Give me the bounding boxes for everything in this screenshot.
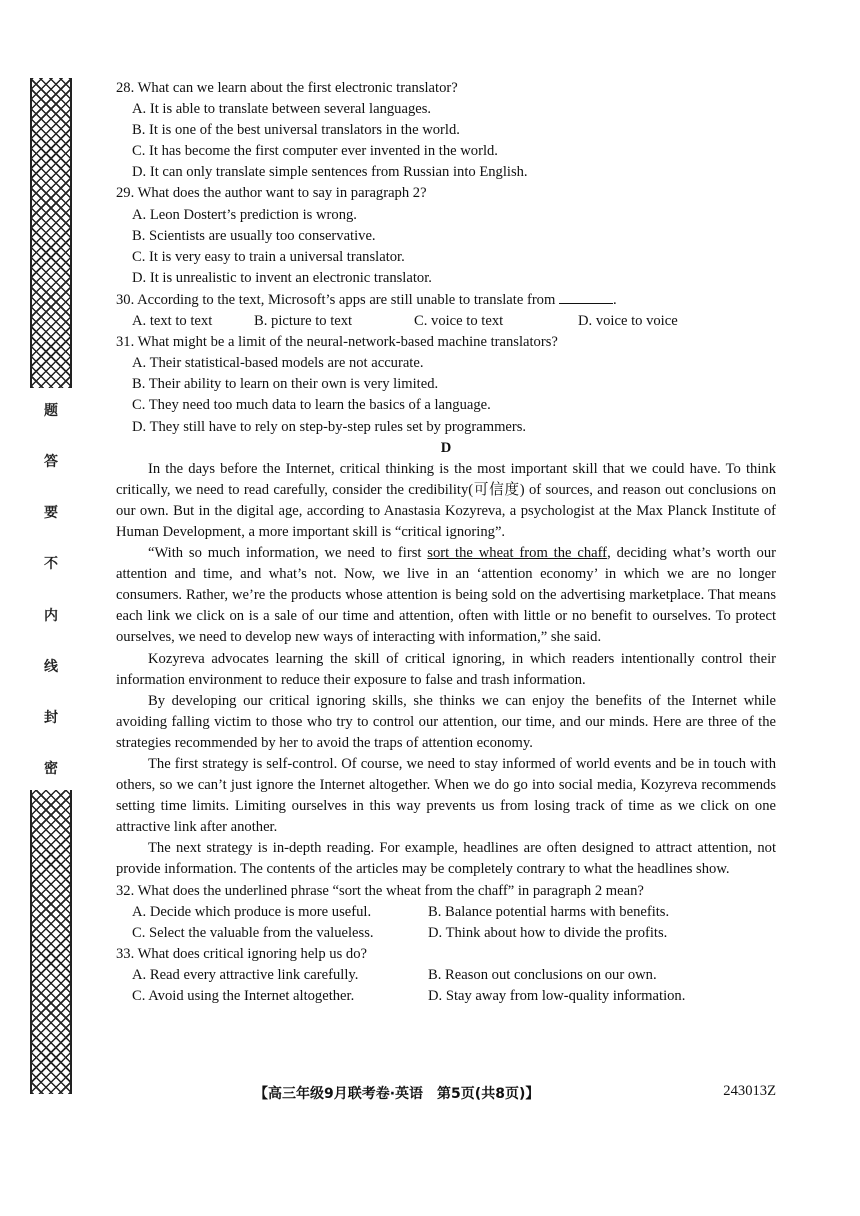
footer-code: 243013Z [723, 1083, 776, 1099]
option-c: C. Avoid using the Internet altogether. [132, 988, 355, 1005]
question-stem: 28. What can we learn about the first electronic translator? [116, 80, 458, 96]
paragraph-5: The first strategy is self-control. Of course, we need to stay informed of world events and be in touch with others, so we can’t just ignore the Internet altogether. When we do go into social media, Kozyreva recommends setting time limits. Limiting ourselves in this way prevents us from losing track of time as we click on one attractive link after another. [116, 756, 776, 836]
options-grid [132, 902, 776, 944]
question-stem: 30. According to the text, Microsoft’s apps are still unable to translate from [116, 291, 556, 308]
option-b: B. Their ability to learn on their own is very limited. [132, 376, 439, 393]
question-31 [116, 332, 776, 437]
paragraph-4: By developing our critical ignoring skills, she thinks we can enjoy the benefits of the Internet while avoiding falling victim to those who try to control our attention, our time, and our minds. Here are three of the strategies recommended by her to avoid the traps of attention economy. [116, 692, 776, 751]
binding-pattern-bottom [30, 790, 72, 1094]
option-d: D. Stay away from low-quality information. [428, 988, 686, 1005]
option-d: D. voice to voice [578, 313, 678, 330]
option-b: B. picture to text [254, 313, 353, 330]
option-b: B. Balance potential harms with benefits. [428, 903, 670, 920]
option-a: A. Leon Dostert’s prediction is wrong. [132, 206, 357, 223]
option-a: A. It is able to translate between several languages. [132, 101, 432, 118]
question-30 [116, 289, 776, 332]
option-d: D. It is unrealistic to invent an electronic translator. [132, 269, 432, 286]
question-stem: 32. What does the underlined phrase “sort the wheat from the chaff” in paragraph 2 mean? [116, 882, 644, 899]
question-stem: 31. What might be a limit of the neural-network-based machine translators? [116, 334, 558, 351]
paragraph-2 [116, 543, 776, 648]
binding-char: 封 [44, 709, 58, 726]
option-d: D. They still have to rely on step-by-step rules set by programmers. [132, 418, 527, 435]
question-stem: 33. What does critical ignoring help us do? [116, 945, 368, 962]
option-c: C. voice to text [414, 313, 504, 330]
option-d: D. It can only translate simple sentences from Russian into English. [132, 164, 528, 181]
options-grid [132, 965, 776, 1007]
paragraph-6: The next strategy is in-depth reading. For example, headlines are often designed to attract attention, not provide information. The contents of the articles may be completely contrary to what the headlines show. [116, 840, 776, 878]
option-a: A. Read every attractive link carefully. [132, 966, 359, 983]
question-28 [116, 78, 776, 183]
option-b: B. Scientists are usually too conservative. [132, 227, 376, 244]
binding-char: 线 [44, 658, 58, 675]
underlined-phrase: sort the wheat from the chaff [427, 545, 608, 562]
option-d: D. Think about how to divide the profits. [428, 924, 668, 941]
question-33 [116, 944, 776, 1007]
paragraph-text: “With so much information, we need to first [148, 545, 428, 562]
paragraph-1: In the days before the Internet, critical thinking is the most important skill that we could have. To think critically, we need to read carefully, consider the credibility(可信度) of sources, and reason out conclusions on our own. But in the digital age, according to Anastasia Kozyreva, a psychologist at the Max Planck Institute of Human Development, a more important skill is “critical ignoring”. [116, 460, 776, 540]
passage-d [116, 438, 776, 881]
paragraph-3: Kozyreva advocates learning the skill of critical ignoring, in which readers intentionally control their information environment to reduce their exposure to false and trash information. [116, 650, 776, 688]
binding-margin [30, 78, 72, 1094]
binding-char: 不 [44, 556, 58, 573]
option-b: B. It is one of the best universal translators in the world. [132, 122, 460, 139]
option-c: C. It has become the first computer ever invented in the world. [132, 143, 498, 160]
binding-seal-text [30, 400, 72, 778]
question-stem-line: 30. According to the text, Microsoft’s apps are still unable to translate from . [116, 289, 776, 311]
binding-char: 题 [44, 403, 58, 419]
exam-content [116, 78, 776, 1007]
binding-char: 答 [44, 454, 58, 471]
footer-exam-info: 【高三年级9月联考卷·英语 第5页(共8页)】 [254, 1086, 540, 1102]
option-c: C. Select the valuable from the valueless. [132, 924, 374, 941]
binding-char: 密 [44, 760, 58, 777]
options-row [132, 311, 776, 332]
answer-blank [559, 289, 613, 304]
question-29 [116, 183, 776, 288]
option-a: A. text to text [132, 313, 213, 330]
question-stem: 29. What does the author want to say in paragraph 2? [116, 185, 427, 202]
section-title: D [440, 439, 452, 456]
question-32 [116, 881, 776, 944]
option-a: A. Decide which produce is more useful. [132, 903, 372, 920]
option-c: C. They need too much data to learn the basics of a language. [132, 397, 491, 414]
binding-char: 内 [44, 607, 58, 624]
option-b: B. Reason out conclusions on our own. [428, 966, 657, 983]
binding-pattern-top [30, 78, 72, 388]
option-a: A. Their statistical-based models are not accurate. [132, 355, 424, 372]
paragraph-text: , deciding what’s worth our attention and time, and what’s not. Now, we live in an ‘attention economy’ in which we are no longer consumers. Rather, we’re the products whose attention is being sold on the advertising marketplace. That means each link we click on is a sale of our time and attention, often with little or no benefit to ourselves. To protect ourselves, we need to develop new ways of interacting with information,” she said. [116, 545, 776, 646]
binding-char: 要 [44, 505, 58, 522]
option-c: C. It is very easy to train a universal translator. [132, 248, 405, 265]
